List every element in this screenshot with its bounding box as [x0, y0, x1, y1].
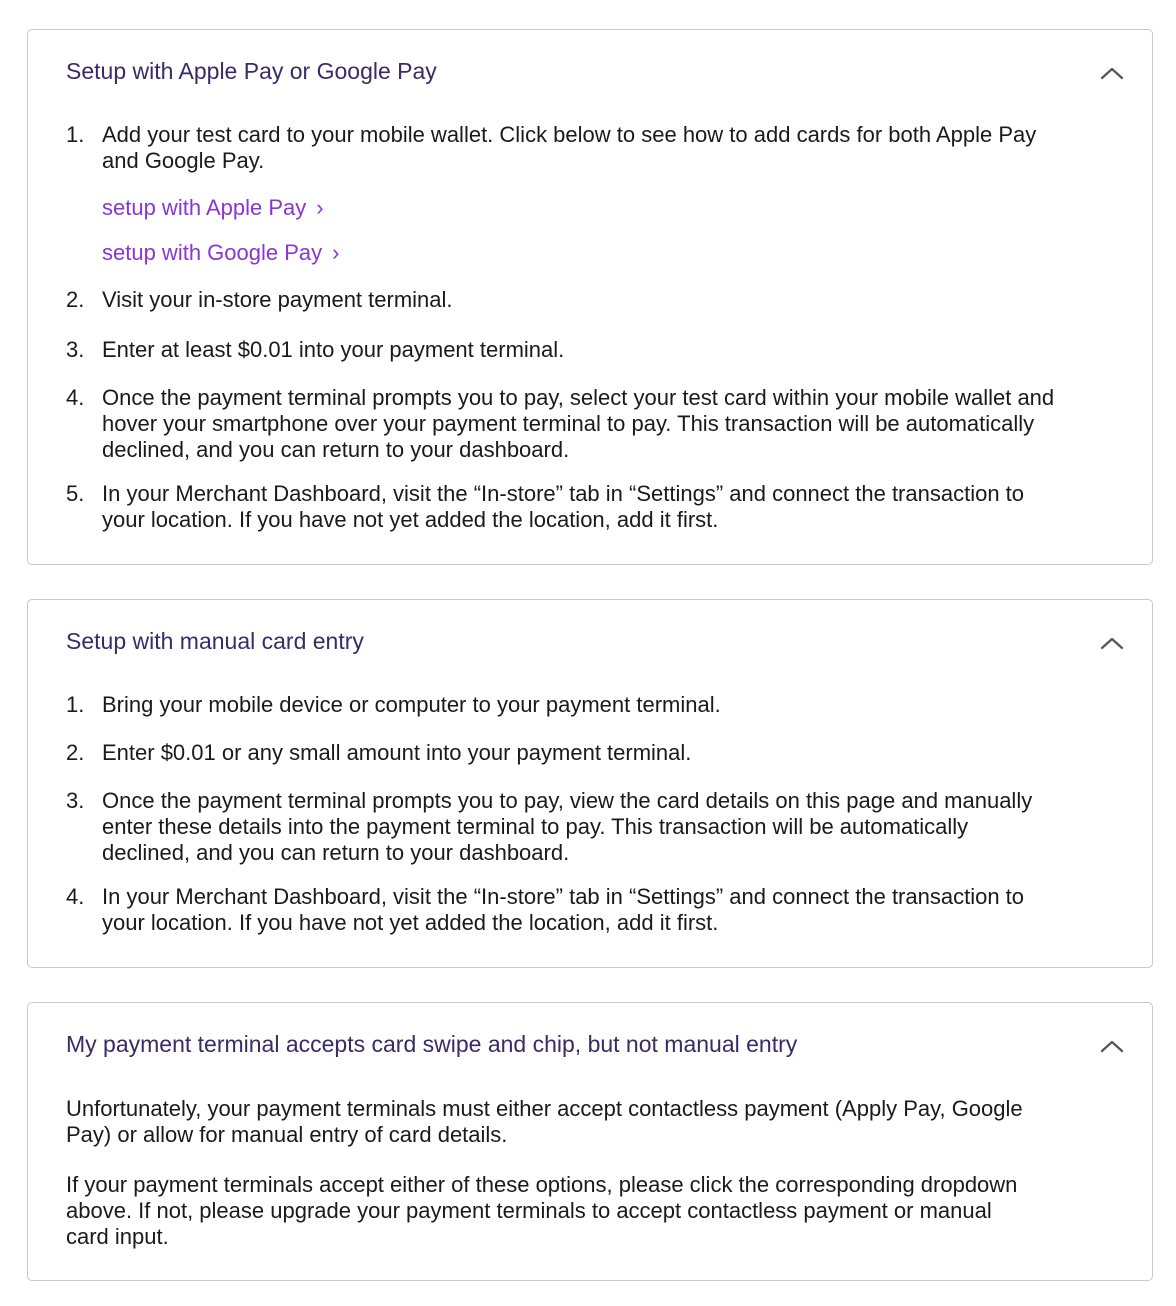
setup-google-pay-link[interactable] [102, 240, 339, 266]
step-text: Enter $0.01 or any small amount into your payment terminal. [102, 740, 692, 765]
step-number: 2. [66, 740, 85, 765]
step-number: 4. [66, 884, 85, 909]
accordion-swipe-chip-only [27, 1002, 1153, 1281]
link-label: setup with Google Pay [102, 240, 323, 265]
step-number: 5. [66, 481, 85, 506]
setup-apple-pay-link[interactable] [102, 195, 324, 221]
step-text: Add your test card to your mobile wallet. Click below to see how to add cards for both Apple Pay and Google Pay. [102, 122, 1037, 173]
step-text: Visit your in-store payment terminal. [102, 287, 453, 312]
step-text: Enter at least $0.01 into your payment terminal. [102, 337, 565, 362]
link-label: setup with Apple Pay [102, 195, 307, 220]
section-title: Setup with Apple Pay or Google Pay [66, 58, 437, 84]
explanation-paragraph: Unfortunately, your payment terminals must either accept contactless payment (Apply Pay, Google Pay) or allow for manual entry of card details. [66, 1096, 1023, 1147]
step-number: 1. [66, 692, 85, 717]
step-text: In your Merchant Dashboard, visit the “In-store” tab in “Settings” and connect the transaction to your location. If you have not yet added the location, add it first. [102, 884, 1025, 935]
chevron-right-icon: › [316, 195, 324, 220]
step-number: 2. [66, 287, 85, 312]
step-text: Bring your mobile device or computer to your payment terminal. [102, 692, 721, 717]
step-number: 3. [66, 337, 85, 362]
chevron-right-icon: › [332, 240, 340, 265]
explanation-paragraph: If your payment terminals accept either of these options, please click the corresponding dropdown above. If not, please upgrade your payment terminals to accept contactless payment or manual card input. [66, 1172, 1018, 1249]
step-number: 3. [66, 788, 85, 813]
step-text: Once the payment terminal prompts you to pay, select your test card within your mobile wallet and hover your smartphone over your payment terminal to pay. This transaction will be automatically declined, and you can return to your dashboard. [102, 385, 1055, 462]
section-title: My payment terminal accepts card swipe and chip, but not manual entry [66, 1031, 798, 1057]
step-text: In your Merchant Dashboard, visit the “In-store” tab in “Settings” and connect the transaction to your location. If you have not yet added the location, add it first. [102, 481, 1025, 532]
chevron-up-icon[interactable] [1100, 66, 1124, 80]
accordion-manual-card-entry [27, 599, 1153, 968]
step-text: Once the payment terminal prompts you to pay, view the card details on this page and manually enter these details into the payment terminal to pay. This transaction will be automatically declined, and you can return to your dashboard. [102, 788, 1033, 865]
accordion-apple-google-pay [27, 29, 1153, 565]
chevron-up-icon[interactable] [1100, 636, 1124, 650]
step-number: 4. [66, 385, 85, 410]
chevron-up-icon[interactable] [1100, 1039, 1124, 1053]
step-number: 1. [66, 122, 85, 147]
section-title: Setup with manual card entry [66, 628, 364, 654]
